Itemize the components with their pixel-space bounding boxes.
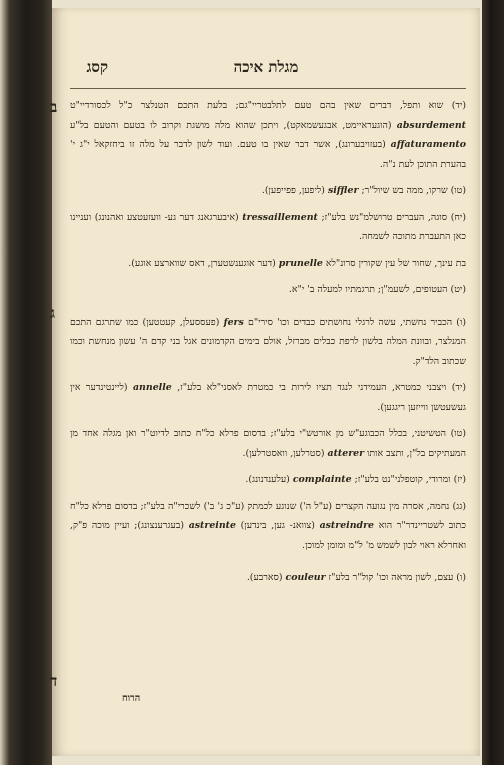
header-rule: [70, 88, 466, 89]
book-page: [52, 8, 480, 756]
entry-19: (יט) העטופים, לשעמ"ן; תרגמתיו למעלה ב' י"א.: [288, 284, 466, 295]
page-title: מגלת איכה: [233, 58, 299, 76]
foreign-word: couleur: [285, 572, 326, 583]
entry-dalet-7: (ו) עצם, לשון מראה וכו' קול"ר בלע"ז couleur (סארבע).: [246, 572, 466, 583]
entry-gimel-53: (גג) נחמה, אסרה מין נגועה הקצרים (ע"ל ה') שנוגע לכמתק (ע"כ ג' ב') לשכרי"ה בלע"ז; בדסום פרלא כל"ח כתוב לשטריינדר"ר הוא astreindre (צוואנ- גען, בינדען) astreinte (בעגרענצונג); ועיין מוכה פ"ק, ואחרלא ראוי לבון לשמש מ' ל"מ ומומן למוכן.: [70, 500, 466, 551]
entry-15: (טו) שרקו, ממה בש שיול"ר; siffler (ליפען, פפייפען).: [261, 185, 466, 196]
entry-gimel-12: (יד) ויצבני כמטרא, העמידני לנגד תציו לירות בי כמטרת לאסני"לא בלע"ז, annelle (ליינטינדער אין געשעטשן ווייזען ריגגען).: [70, 382, 466, 413]
commentary-text: [70, 96, 466, 595]
entry-18: (יח) סוגה, העברים טרושלמ"נש בלע"ז; tressaillement (איבערגאנג דער גע- וועזעטצע ואהנונג) ועניינו כאן התעברת מתוכה לשמחה.: [70, 211, 467, 242]
catchword: הרוח: [122, 693, 141, 704]
foreign-word: annelle: [132, 382, 172, 393]
foreign-word: prunelle: [278, 257, 323, 269]
section-letter-dalet: ד: [50, 672, 58, 690]
foreign-word: fers: [223, 316, 244, 328]
running-head: [52, 58, 480, 82]
book-binding-left: [0, 0, 52, 765]
entry-bat-ayin: בת עינך, שחור של עין שקורין סרונ"לא prunelle (דער אוגענשטערן, דאס שווארצע אוגע).: [128, 257, 466, 269]
foreign-word: atterer: [327, 447, 365, 459]
foreign-word: affaturamento: [390, 139, 467, 150]
entry-gimel-7: (ו) הכביר נחשתי, עשה לרגלי נחושתים כבדים וכו' סירי"ם fers (פעססעלן, קעטטען) כמו שתרגם התכם המנלצר, ובוונת המלה בלשון לרפת כבלים מברזל, אולם בימים הקדמונים אגל בני קדם ה' עשון מנחשת וכמו שכתוב הלד"ק.: [70, 316, 466, 367]
entry-14: (יד) שוא ותפל, דברים שאין בהם טעם לתלבטריי"גם; בלעת התכם הטנלצר כ"ל לכסורדיי"ט absurdement (הוגעראיימט, אבגעשמאקט), ויתכן שהוא מלה מושגת וקרוב לו בטעם והטעם בל"ע affaturamento (בעזויבערונג), אשר דבר שאין בו טעם. ועוד לשון לדבר על מלה זו ביחזקאל י"ג י' בהערת התוכן לעת נ"ה.: [70, 100, 467, 170]
foreign-word: absurdement: [396, 119, 466, 131]
book-binding-right: [482, 0, 504, 765]
section-letter-gimel: ג: [50, 304, 55, 322]
foreign-word: astreinte: [188, 520, 236, 531]
foreign-word: complainte: [292, 474, 352, 485]
foreign-word: siffler: [327, 185, 359, 196]
foreign-word: astreindre: [319, 520, 375, 531]
entry-gimel-19: (יז) ומרודי, קוטפלני"נט בלע"ז; complainte (עלענדנונג).: [245, 474, 466, 485]
foreign-word: tressaillement: [242, 211, 318, 223]
page-number: קסג: [86, 58, 108, 76]
section-letter-bet: ב: [50, 98, 58, 116]
entry-gimel-16: (טו) הטשיטני, בכלל הכבוגע"ש מן אורטש"י בלע"ז; בדסום פרלא כל"ח כתוב לדיוט"ר ואן מגלה אחד מן המעתיקים בל"ן, ותצב אותו atterer (סטרלען, וואסטרלען).: [70, 428, 466, 459]
